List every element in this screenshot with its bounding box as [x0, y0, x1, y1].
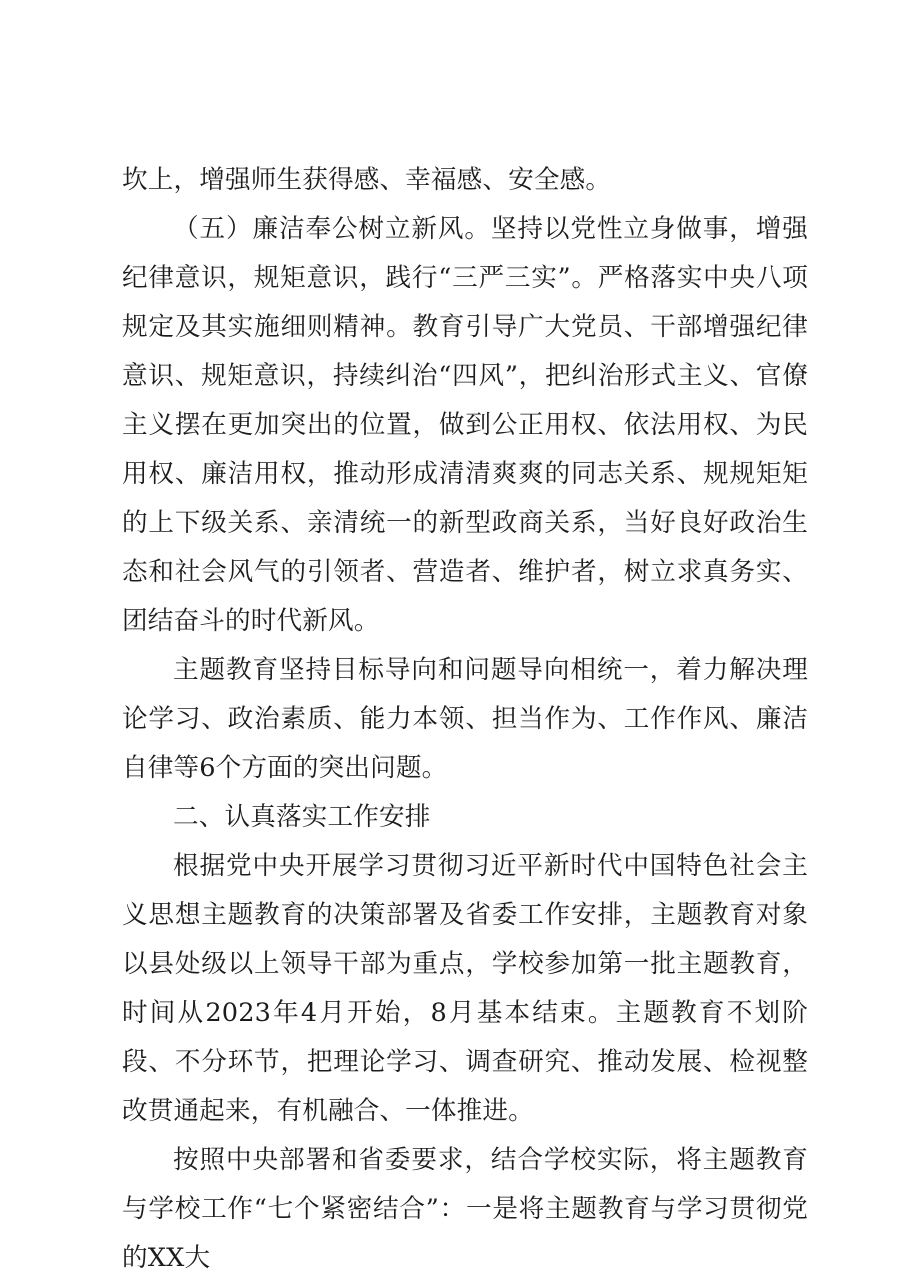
section-heading: 二、认真落实工作安排: [173, 802, 431, 832]
paragraph-4: 根据党中央开展学习贯彻习近平新时代中国特色社会主义思想主题教育的决策部署及省委工作安排，主题教育对象以县处级以上领导干部为重点，学校参加第一批主题教育，时间从2023年4月开始，8月基本结束。主题教育不划阶段、不分环节，把理论学习、调查研究、推动发展、检视整改贯通起来，有机融合、一体推进。: [122, 851, 808, 1126]
paragraph-3: 主题教育坚持目标导向和问题导向相统一，着力解决理论学习、政治素质、能力本领、担当作为、工作作风、廉洁自律等6个方面的突出问题。: [122, 655, 808, 783]
paragraph-2: （五）廉洁奉公树立新风。坚持以党性立身做事，增强纪律意识，规矩意识，践行“三严三实”。严格落实中央八项规定及其实施细则精神。教育引导广大党员、干部增强纪律意识、规矩意识，持续纠治“四风”，把纠治形式主义、官僚主义摆在更加突出的位置，做到公正用权、依法用权、为民用权、廉洁用权，推动形成清清爽爽的同志关系、规规矩矩的上下级关系、亲清统一的新型政商关系，当好良好政治生态和社会风气的引领者、营造者、维护者，树立求真务实、团结奋斗的时代新风。: [122, 214, 808, 636]
paragraph-5: 按照中央部署和省委要求，结合学校实际，将主题教育与学校工作“七个紧密结合”：一是将主题教育与学习贯彻党的XX大: [122, 1145, 808, 1273]
document-body: [122, 156, 808, 1283]
paragraph-1: 坎上，增强师生获得感、幸福感、安全感。: [122, 165, 612, 195]
